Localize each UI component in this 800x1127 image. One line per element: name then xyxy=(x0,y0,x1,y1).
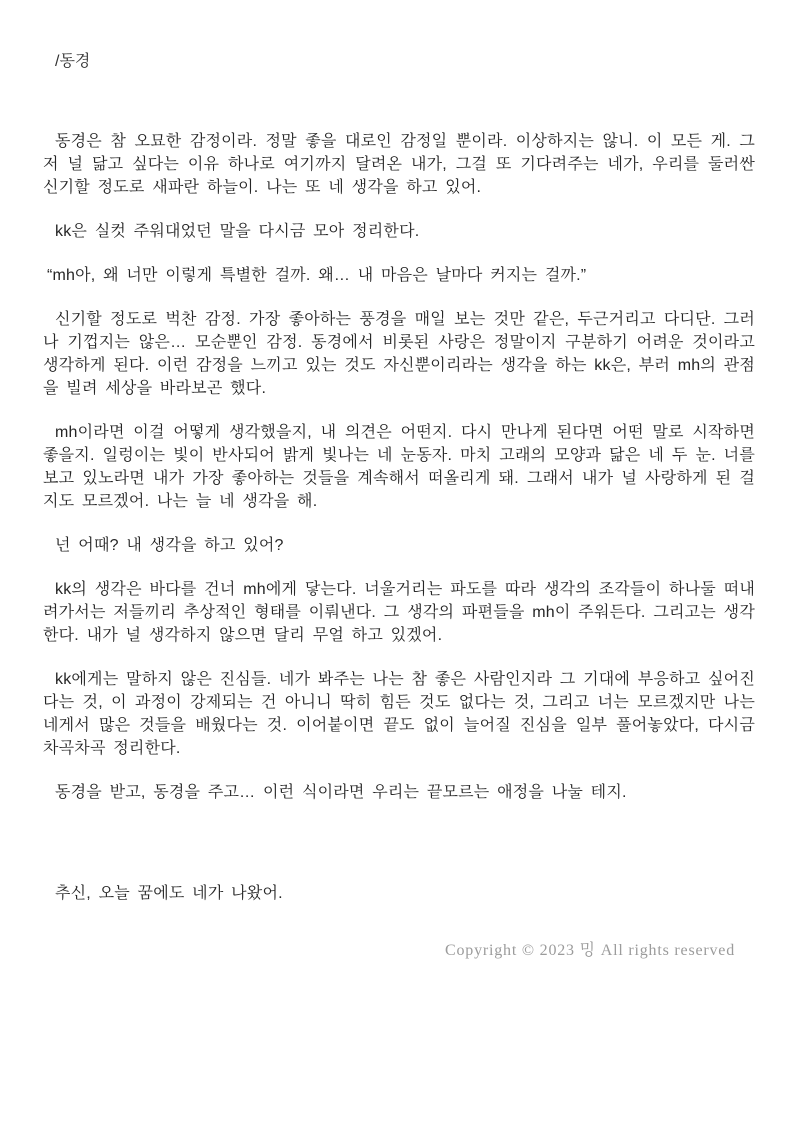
copyright-footer: Copyright © 2023 밍 All rights reserved xyxy=(445,942,735,959)
paragraph: kk은 실컷 주워대었던 말을 다시금 모아 정리한다. xyxy=(55,223,420,240)
document-title: /동경 xyxy=(55,53,91,70)
paragraph: mh이라면 이걸 어떻게 생각했을지, 내 의견은 어떤지. 다시 만나게 된다면 어떤 말로 시작하면 좋을지. 일렁이는 빛이 반사되어 밝게 빛나는 네 눈동자. 마치 고래의 모양과 닮은 네 두 눈. 너를 보고 있노라면 내가 가장 좋아하는 것들을 계속해서 떠올리게 돼. 그래서 내가 널 사랑하게 된 걸지도 모르겠어. 나는 늘 네 생각을 해. xyxy=(43,424,755,510)
document-body xyxy=(43,130,755,804)
paragraph: 동경을 받고, 동경을 주고… 이런 식이라면 우리는 끝모르는 애정을 나눌 테지. xyxy=(55,784,627,801)
paragraph: 넌 어때? 내 생각을 하고 있어? xyxy=(55,537,284,554)
paragraph: kk의 생각은 바다를 건너 mh에게 닿는다. 너울거리는 파도를 따라 생각의 조각들이 하나둘 떠내려가서는 저들끼리 추상적인 형태를 이뤄낸다. 그 생각의 파편들을 mh이 주워든다. 그리고는 생각한다. 내가 널 생각하지 않으면 달리 무얼 하고 있겠어. xyxy=(43,581,755,644)
quote-paragraph: “mh아, 왜 너만 이렇게 특별한 걸까. 왜… 내 마음은 날마다 커지는 걸까.” xyxy=(47,267,587,284)
postscript: 추신, 오늘 꿈에도 네가 나왔어. xyxy=(55,885,283,902)
paragraph: kk에게는 말하지 않은 진심들. 네가 봐주는 나는 참 좋은 사람인지라 그 기대에 부응하고 싶어진다는 것, 이 과정이 강제되는 건 아니니 딱히 힘든 것도 없다는 것, 그리고 너는 모르겠지만 나는 네게서 많은 것들을 배웠다는 것. 이어붙이면 끝도 없이 늘어질 진심을 일부 풀어놓았다, 다시금 차곡차곡 정리한다. xyxy=(43,671,755,757)
paragraph: 신기할 정도로 벅찬 감정. 가장 좋아하는 풍경을 매일 보는 것만 같은, 두근거리고 다디단. 그러나 기껍지는 않은… 모순뿐인 감정. 동경에서 비롯된 사랑은 정말이지 구분하기 어려운 것이라고 생각하게 된다. 이런 감정을 느끼고 있는 것도 자신뿐이리라는 생각을 하는 kk은, 부러 mh의 관점을 빌려 세상을 바라보곤 했다. xyxy=(43,311,755,397)
paragraph: 동경은 참 오묘한 감정이라. 정말 좋을 대로인 감정일 뿐이라. 이상하지는 않니. 이 모든 게. 그저 널 닮고 싶다는 이유 하나로 여기까지 달려온 내가, 그걸 또 기다려주는 네가, 우리를 둘러싼 신기할 정도로 새파란 하늘이. 나는 또 네 생각을 하고 있어. xyxy=(43,133,755,196)
